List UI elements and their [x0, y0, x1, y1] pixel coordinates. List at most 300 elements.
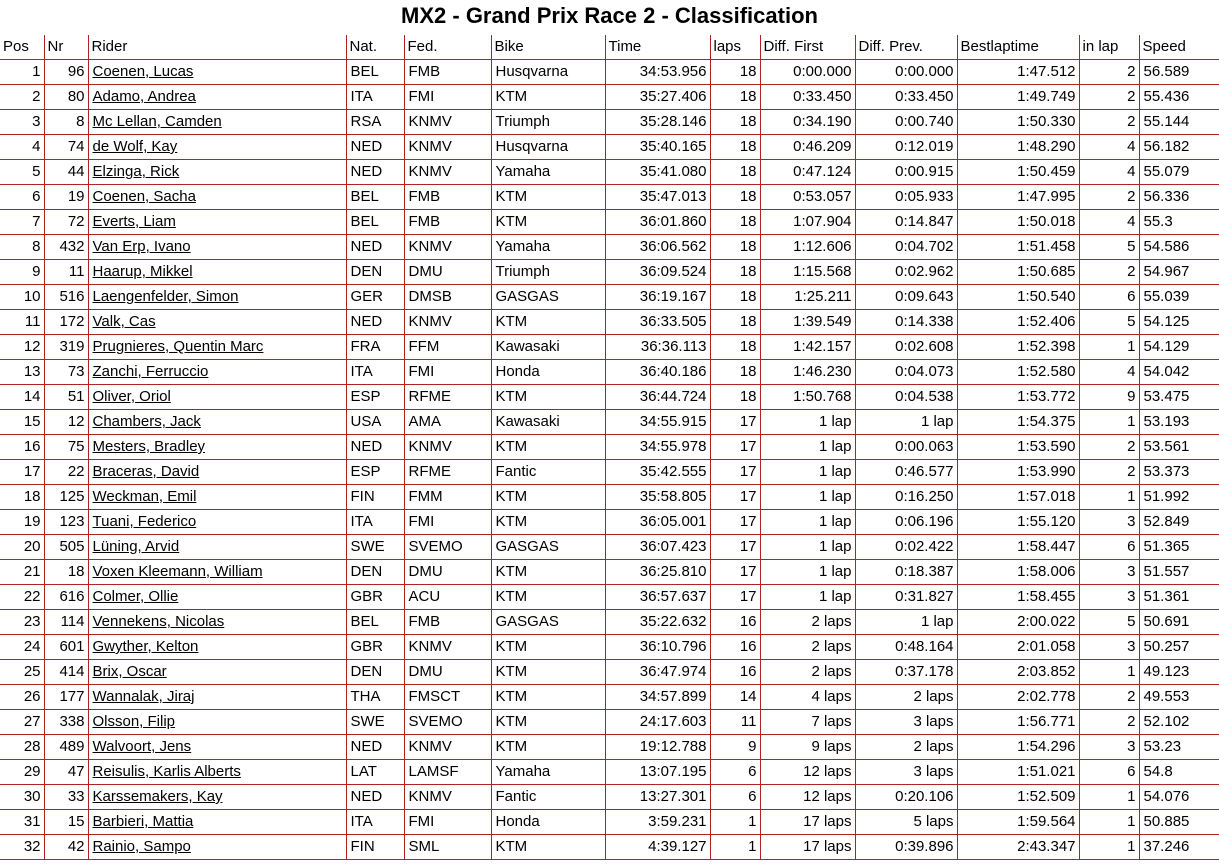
cell-speed: 53.475: [1139, 385, 1219, 410]
rider-link[interactable]: Colmer, Ollie: [92, 588, 179, 605]
cell-diff-first: 0:34.190: [760, 110, 855, 135]
cell-speed: 50.257: [1139, 635, 1219, 660]
cell-bestlaptime: 1:53.590: [957, 435, 1079, 460]
cell-diff-first: 1:15.568: [760, 260, 855, 285]
cell-laps: 18: [710, 60, 760, 85]
cell-diff-first: 17 laps: [760, 835, 855, 860]
cell-bike: KTM: [491, 85, 605, 110]
cell-diff-first: 1 lap: [760, 560, 855, 585]
cell-bike: KTM: [491, 560, 605, 585]
table-row: [0, 535, 1219, 560]
cell-time: 36:33.505: [605, 310, 710, 335]
rider-link[interactable]: Mc Lellan, Camden: [92, 113, 222, 130]
cell-bestlaptime: 1:47.995: [957, 185, 1079, 210]
cell-laps: 17: [710, 410, 760, 435]
cell-time: 36:36.113: [605, 335, 710, 360]
cell-diff-first: 1 lap: [760, 585, 855, 610]
rider-link[interactable]: Reisulis, Karlis Alberts: [92, 763, 241, 780]
cell-pos: 26: [0, 685, 44, 710]
rider-link[interactable]: Lüning, Arvid: [92, 538, 180, 555]
cell-bike: Honda: [491, 810, 605, 835]
cell-bestlaptime: 1:52.509: [957, 785, 1079, 810]
cell-in-lap: 6: [1079, 535, 1139, 560]
cell-rider: [88, 610, 346, 635]
column-header-diff-first: Diff. First: [760, 35, 855, 60]
cell-diff-first: 12 laps: [760, 785, 855, 810]
cell-pos: 21: [0, 560, 44, 585]
cell-nat: FIN: [346, 485, 404, 510]
cell-laps: 16: [710, 610, 760, 635]
cell-diff-prev: 3 laps: [855, 710, 957, 735]
rider-link[interactable]: Voxen Kleemann, William: [92, 563, 263, 580]
cell-diff-prev: 0:12.019: [855, 135, 957, 160]
cell-diff-first: 1 lap: [760, 460, 855, 485]
cell-fed: KNMV: [404, 160, 491, 185]
cell-diff-first: 1 lap: [760, 510, 855, 535]
cell-nat: NED: [346, 435, 404, 460]
cell-laps: 1: [710, 810, 760, 835]
cell-bestlaptime: 1:55.120: [957, 510, 1079, 535]
cell-nat: ITA: [346, 85, 404, 110]
rider-link[interactable]: Wannalak, Jiraj: [92, 688, 195, 705]
cell-nr: 489: [44, 735, 88, 760]
cell-diff-prev: 1 lap: [855, 610, 957, 635]
cell-nat: RSA: [346, 110, 404, 135]
cell-fed: KNMV: [404, 310, 491, 335]
cell-diff-prev: 0:06.196: [855, 510, 957, 535]
cell-bike: KTM: [491, 660, 605, 685]
cell-rider: [88, 160, 346, 185]
cell-diff-first: 7 laps: [760, 710, 855, 735]
rider-link[interactable]: Adamo, Andrea: [92, 88, 196, 105]
column-header-speed: Speed: [1139, 35, 1219, 60]
cell-rider: [88, 735, 346, 760]
table-row: [0, 585, 1219, 610]
cell-speed: 55.144: [1139, 110, 1219, 135]
cell-diff-prev: 3 laps: [855, 760, 957, 785]
cell-bike: KTM: [491, 185, 605, 210]
classification-table: [0, 35, 1219, 860]
column-header-in-lap: in lap: [1079, 35, 1139, 60]
rider-link[interactable]: Haarup, Mikkel: [92, 263, 193, 280]
cell-nr: 80: [44, 85, 88, 110]
cell-bike: KTM: [491, 485, 605, 510]
cell-nat: THA: [346, 685, 404, 710]
table-row: [0, 710, 1219, 735]
cell-time: 36:05.001: [605, 510, 710, 535]
table-row: [0, 110, 1219, 135]
cell-in-lap: 2: [1079, 685, 1139, 710]
cell-rider: [88, 310, 346, 335]
cell-speed: 55.3: [1139, 210, 1219, 235]
cell-pos: 3: [0, 110, 44, 135]
cell-laps: 6: [710, 785, 760, 810]
cell-fed: KNMV: [404, 735, 491, 760]
rider-link[interactable]: Laengenfelder, Simon: [92, 288, 239, 305]
cell-diff-first: 0:33.450: [760, 85, 855, 110]
cell-speed: 51.557: [1139, 560, 1219, 585]
cell-speed: 54.586: [1139, 235, 1219, 260]
cell-bestlaptime: 1:57.018: [957, 485, 1079, 510]
cell-diff-first: 1:46.230: [760, 360, 855, 385]
rider-link[interactable]: Oliver, Oriol: [92, 388, 171, 405]
rider-link[interactable]: Coenen, Lucas: [92, 63, 194, 80]
cell-diff-first: 0:47.124: [760, 160, 855, 185]
cell-laps: 16: [710, 635, 760, 660]
cell-rider: [88, 435, 346, 460]
cell-nat: ITA: [346, 510, 404, 535]
cell-nat: GBR: [346, 635, 404, 660]
cell-nr: 516: [44, 285, 88, 310]
cell-bike: KTM: [491, 835, 605, 860]
cell-time: 35:42.555: [605, 460, 710, 485]
cell-laps: 18: [710, 335, 760, 360]
cell-in-lap: 3: [1079, 735, 1139, 760]
cell-bestlaptime: 1:58.455: [957, 585, 1079, 610]
cell-bike: KTM: [491, 685, 605, 710]
cell-bike: KTM: [491, 310, 605, 335]
cell-speed: 52.849: [1139, 510, 1219, 535]
cell-laps: 17: [710, 485, 760, 510]
cell-nat: NED: [346, 135, 404, 160]
cell-fed: KNMV: [404, 135, 491, 160]
cell-speed: 52.102: [1139, 710, 1219, 735]
cell-pos: 14: [0, 385, 44, 410]
cell-diff-prev: 0:05.933: [855, 185, 957, 210]
cell-in-lap: 4: [1079, 160, 1139, 185]
cell-laps: 18: [710, 260, 760, 285]
cell-bike: Honda: [491, 360, 605, 385]
rider-link[interactable]: Everts, Liam: [92, 213, 176, 230]
rider-link[interactable]: Vennekens, Nicolas: [92, 613, 225, 630]
cell-fed: ACU: [404, 585, 491, 610]
cell-speed: 50.885: [1139, 810, 1219, 835]
cell-in-lap: 2: [1079, 260, 1139, 285]
table-row: [0, 510, 1219, 535]
cell-pos: 9: [0, 260, 44, 285]
cell-laps: 18: [710, 210, 760, 235]
cell-laps: 18: [710, 235, 760, 260]
cell-diff-first: 1 lap: [760, 485, 855, 510]
rider-link[interactable]: Chambers, Jack: [92, 413, 201, 430]
cell-time: 36:19.167: [605, 285, 710, 310]
cell-bestlaptime: 2:02.778: [957, 685, 1079, 710]
cell-bestlaptime: 1:49.749: [957, 85, 1079, 110]
cell-speed: 54.076: [1139, 785, 1219, 810]
table-row: [0, 760, 1219, 785]
cell-laps: 6: [710, 760, 760, 785]
cell-bike: Fantic: [491, 460, 605, 485]
cell-diff-prev: 5 laps: [855, 810, 957, 835]
cell-diff-prev: 0:04.702: [855, 235, 957, 260]
cell-pos: 8: [0, 235, 44, 260]
cell-bestlaptime: 1:47.512: [957, 60, 1079, 85]
cell-time: 34:55.915: [605, 410, 710, 435]
cell-bike: KTM: [491, 710, 605, 735]
cell-speed: 53.23: [1139, 735, 1219, 760]
cell-rider: [88, 235, 346, 260]
cell-fed: KNMV: [404, 435, 491, 460]
cell-fed: RFME: [404, 385, 491, 410]
cell-speed: 55.436: [1139, 85, 1219, 110]
rider-link[interactable]: Prugnieres, Quentin Marc: [92, 338, 264, 355]
cell-fed: FMB: [404, 610, 491, 635]
cell-bike: GASGAS: [491, 285, 605, 310]
cell-rider: [88, 110, 346, 135]
cell-time: 4:39.127: [605, 835, 710, 860]
cell-in-lap: 4: [1079, 360, 1139, 385]
cell-in-lap: 2: [1079, 85, 1139, 110]
cell-bestlaptime: 1:50.018: [957, 210, 1079, 235]
cell-time: 34:53.956: [605, 60, 710, 85]
rider-link[interactable]: Valk, Cas: [92, 313, 156, 330]
table-row: [0, 635, 1219, 660]
cell-fed: SVEMO: [404, 710, 491, 735]
cell-fed: LAMSF: [404, 760, 491, 785]
column-header-nat: Nat.: [346, 35, 404, 60]
cell-bestlaptime: 1:50.459: [957, 160, 1079, 185]
cell-pos: 11: [0, 310, 44, 335]
cell-bestlaptime: 1:51.458: [957, 235, 1079, 260]
cell-nat: LAT: [346, 760, 404, 785]
cell-nr: 22: [44, 460, 88, 485]
cell-speed: 37.246: [1139, 835, 1219, 860]
cell-bestlaptime: 1:51.021: [957, 760, 1079, 785]
rider-link[interactable]: Karssemakers, Kay: [92, 788, 223, 805]
cell-laps: 9: [710, 735, 760, 760]
cell-nr: 74: [44, 135, 88, 160]
cell-in-lap: 2: [1079, 435, 1139, 460]
cell-fed: SML: [404, 835, 491, 860]
cell-diff-first: 1:25.211: [760, 285, 855, 310]
rider-link[interactable]: de Wolf, Kay: [92, 138, 178, 155]
cell-pos: 20: [0, 535, 44, 560]
table-row: [0, 310, 1219, 335]
cell-rider: [88, 85, 346, 110]
cell-diff-first: 2 laps: [760, 660, 855, 685]
cell-pos: 4: [0, 135, 44, 160]
cell-diff-first: 0:46.209: [760, 135, 855, 160]
cell-rider: [88, 710, 346, 735]
table-row: [0, 785, 1219, 810]
cell-bestlaptime: 2:01.058: [957, 635, 1079, 660]
cell-nat: FIN: [346, 835, 404, 860]
rider-link[interactable]: Barbieri, Mattia: [92, 813, 194, 830]
cell-diff-first: 4 laps: [760, 685, 855, 710]
cell-speed: 49.553: [1139, 685, 1219, 710]
cell-bestlaptime: 2:03.852: [957, 660, 1079, 685]
cell-bike: Yamaha: [491, 160, 605, 185]
rider-link[interactable]: Van Erp, Ivano: [92, 238, 191, 255]
cell-time: 36:57.637: [605, 585, 710, 610]
rider-link[interactable]: Tuani, Federico: [92, 513, 197, 530]
cell-bestlaptime: 1:53.772: [957, 385, 1079, 410]
cell-rider: [88, 685, 346, 710]
cell-bike: KTM: [491, 735, 605, 760]
cell-in-lap: 1: [1079, 660, 1139, 685]
cell-bestlaptime: 1:59.564: [957, 810, 1079, 835]
rider-link[interactable]: Walvoort, Jens: [92, 738, 192, 755]
cell-pos: 28: [0, 735, 44, 760]
cell-in-lap: 4: [1079, 135, 1139, 160]
cell-time: 36:47.974: [605, 660, 710, 685]
cell-bestlaptime: 1:48.290: [957, 135, 1079, 160]
cell-diff-prev: 0:16.250: [855, 485, 957, 510]
cell-in-lap: 1: [1079, 785, 1139, 810]
cell-in-lap: 2: [1079, 110, 1139, 135]
cell-laps: 17: [710, 510, 760, 535]
page-title: MX2 - Grand Prix Race 2 - Classification: [401, 3, 818, 28]
rider-link[interactable]: Rainio, Sampo: [92, 838, 191, 855]
cell-time: 36:10.796: [605, 635, 710, 660]
cell-pos: 5: [0, 160, 44, 185]
table-row: [0, 335, 1219, 360]
cell-diff-prev: 2 laps: [855, 685, 957, 710]
cell-pos: 12: [0, 335, 44, 360]
table-row: [0, 185, 1219, 210]
cell-nr: 414: [44, 660, 88, 685]
cell-time: 35:28.146: [605, 110, 710, 135]
cell-laps: 18: [710, 110, 760, 135]
cell-laps: 17: [710, 585, 760, 610]
cell-nat: NED: [346, 785, 404, 810]
cell-rider: [88, 810, 346, 835]
cell-pos: 23: [0, 610, 44, 635]
table-row: [0, 360, 1219, 385]
cell-diff-first: 1:42.157: [760, 335, 855, 360]
cell-pos: 32: [0, 835, 44, 860]
cell-pos: 27: [0, 710, 44, 735]
cell-rider: [88, 760, 346, 785]
cell-laps: 18: [710, 360, 760, 385]
column-header-bestlaptime: Bestlaptime: [957, 35, 1079, 60]
cell-time: 13:07.195: [605, 760, 710, 785]
rider-link[interactable]: Weckman, Emil: [92, 488, 197, 505]
cell-speed: 56.336: [1139, 185, 1219, 210]
cell-fed: FMI: [404, 360, 491, 385]
cell-laps: 1: [710, 835, 760, 860]
cell-rider: [88, 460, 346, 485]
header-row: [0, 35, 1219, 60]
cell-speed: 51.365: [1139, 535, 1219, 560]
rider-link[interactable]: Olsson, Filip: [92, 713, 176, 730]
cell-laps: 17: [710, 460, 760, 485]
cell-laps: 18: [710, 85, 760, 110]
cell-rider: [88, 335, 346, 360]
cell-rider: [88, 510, 346, 535]
table-row: [0, 735, 1219, 760]
rider-link[interactable]: Braceras, David: [92, 463, 200, 480]
cell-nat: BEL: [346, 210, 404, 235]
rider-link[interactable]: Mesters, Bradley: [92, 438, 206, 455]
cell-pos: 2: [0, 85, 44, 110]
rider-link[interactable]: Elzinga, Rick: [92, 163, 180, 180]
table-row: [0, 135, 1219, 160]
cell-nr: 72: [44, 210, 88, 235]
cell-diff-first: 1:07.904: [760, 210, 855, 235]
cell-fed: FMI: [404, 810, 491, 835]
cell-laps: 11: [710, 710, 760, 735]
cell-diff-first: 1:12.606: [760, 235, 855, 260]
cell-rider: [88, 210, 346, 235]
cell-nat: ESP: [346, 385, 404, 410]
cell-nat: NED: [346, 160, 404, 185]
cell-pos: 24: [0, 635, 44, 660]
cell-speed: 49.123: [1139, 660, 1219, 685]
cell-diff-prev: 0:02.422: [855, 535, 957, 560]
cell-bestlaptime: 1:54.296: [957, 735, 1079, 760]
cell-in-lap: 3: [1079, 585, 1139, 610]
rider-link[interactable]: Brix, Oscar: [92, 663, 167, 680]
cell-bestlaptime: 2:00.022: [957, 610, 1079, 635]
table-row: [0, 810, 1219, 835]
cell-pos: 25: [0, 660, 44, 685]
cell-time: 36:07.423: [605, 535, 710, 560]
cell-pos: 10: [0, 285, 44, 310]
rider-link[interactable]: Gwyther, Kelton: [92, 638, 199, 655]
rider-link[interactable]: Coenen, Sacha: [92, 188, 196, 205]
cell-speed: 54.8: [1139, 760, 1219, 785]
cell-laps: 18: [710, 310, 760, 335]
cell-bestlaptime: 1:58.006: [957, 560, 1079, 585]
cell-nat: SWE: [346, 710, 404, 735]
cell-pos: 13: [0, 360, 44, 385]
cell-time: 35:58.805: [605, 485, 710, 510]
cell-laps: 18: [710, 135, 760, 160]
cell-laps: 18: [710, 385, 760, 410]
cell-fed: AMA: [404, 410, 491, 435]
cell-nat: ESP: [346, 460, 404, 485]
cell-rider: [88, 285, 346, 310]
cell-fed: DMU: [404, 260, 491, 285]
results-body: [0, 60, 1219, 860]
cell-diff-prev: 0:04.538: [855, 385, 957, 410]
cell-bestlaptime: 1:53.990: [957, 460, 1079, 485]
cell-in-lap: 4: [1079, 210, 1139, 235]
cell-pos: 7: [0, 210, 44, 235]
cell-pos: 18: [0, 485, 44, 510]
cell-diff-prev: 0:31.827: [855, 585, 957, 610]
cell-nr: 15: [44, 810, 88, 835]
cell-fed: DMU: [404, 560, 491, 585]
rider-link[interactable]: Zanchi, Ferruccio: [92, 363, 209, 380]
cell-rider: [88, 360, 346, 385]
cell-nat: ITA: [346, 360, 404, 385]
cell-nr: 8: [44, 110, 88, 135]
cell-nr: 33: [44, 785, 88, 810]
cell-nr: 11: [44, 260, 88, 285]
cell-nat: DEN: [346, 260, 404, 285]
cell-diff-prev: 0:00.740: [855, 110, 957, 135]
cell-diff-first: 1 lap: [760, 410, 855, 435]
cell-time: 19:12.788: [605, 735, 710, 760]
cell-time: 3:59.231: [605, 810, 710, 835]
cell-diff-prev: 0:02.608: [855, 335, 957, 360]
cell-speed: 53.561: [1139, 435, 1219, 460]
cell-nr: 12: [44, 410, 88, 435]
cell-speed: 54.125: [1139, 310, 1219, 335]
cell-in-lap: 2: [1079, 185, 1139, 210]
cell-diff-first: 1 lap: [760, 435, 855, 460]
cell-rider: [88, 560, 346, 585]
cell-fed: KNMV: [404, 110, 491, 135]
cell-nr: 73: [44, 360, 88, 385]
table-row: [0, 610, 1219, 635]
cell-nr: 601: [44, 635, 88, 660]
cell-bestlaptime: 1:54.375: [957, 410, 1079, 435]
cell-bike: Triumph: [491, 110, 605, 135]
cell-fed: FMM: [404, 485, 491, 510]
